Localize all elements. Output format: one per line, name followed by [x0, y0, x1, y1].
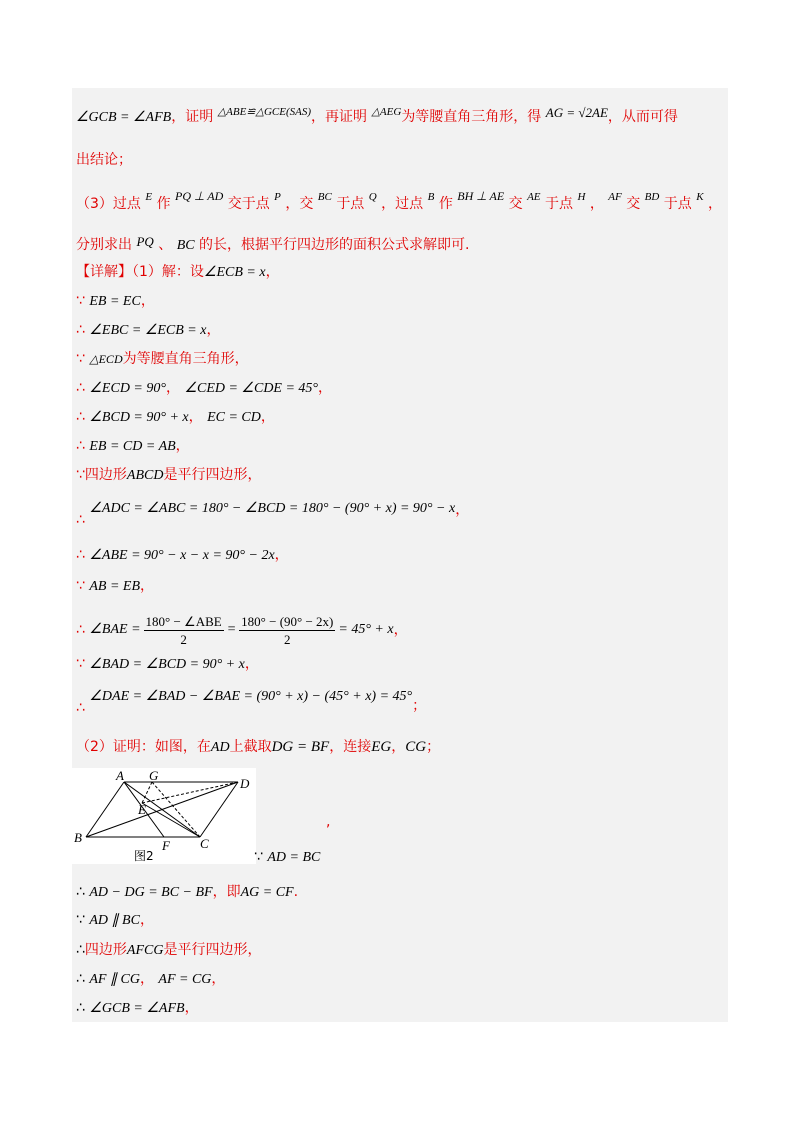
detail-line-9: ∴ ∠ADC = ∠ABC = 180° − ∠BCD = 180° − (90° + x) = 90° − x，	[76, 501, 470, 528]
proof-line-5: ∴四边形AFCG是平行四边形，	[76, 942, 262, 958]
proof-line-3: ∴ AD − DG = BC − BF，即AG = CF.	[76, 884, 299, 900]
label-G: G	[149, 768, 159, 783]
label-A: A	[116, 768, 124, 783]
proof-line-1: （2）证明：如图，在AD上截取DG = BF，连接EG，CG；	[76, 739, 441, 755]
detail-line-7: ∴ EB = CD = AB，	[76, 438, 190, 454]
segment-CD	[200, 782, 238, 837]
proof-line-6: ∴ AF ∥ CG， AF = CG，	[76, 971, 226, 987]
detail-line-13: ∵ ∠BAD = ∠BCD = 90° + x，	[76, 656, 259, 672]
parallelogram-diagram	[72, 768, 256, 864]
proof-line-7: ∴ ∠GCB = ∠AFB，	[76, 1000, 199, 1016]
label-E: E	[138, 802, 146, 817]
segment-AB	[86, 782, 124, 837]
detail-line-8: ∵四边形ABCD是平行四边形，	[76, 467, 262, 483]
analysis-line-3: （3）过点 $^E$ 作 PQ ⊥ AD 交于点 $^P$ ，交 $^{BC}$ 于点 $^Q$ ，过点 $^B$ 作 BH ⊥ AE 交 $^{AE}$ 于点 $^H$ ， $^{AF}$ 交 $^{BD}$ 于点 $^K$ ，	[76, 189, 723, 212]
segment-EC	[142, 803, 200, 837]
segment-GE-dashed	[142, 782, 152, 803]
segment-GC-dashed	[152, 782, 200, 837]
detail-line-6: ∴ ∠BCD = 90° + x， EC = CD，	[76, 409, 275, 425]
label-C: C	[200, 836, 209, 851]
proof-line-2: ∵ AD = BC	[254, 849, 321, 865]
figure-caption: 图2	[134, 849, 154, 863]
stray-comma: ,	[326, 814, 331, 830]
analysis-line-2: 出结论；	[76, 152, 132, 168]
fraction-1: 180° − ∠ABE 2	[145, 613, 222, 647]
detail-line-5: ∴ ∠ECD = 90°， ∠CED = ∠CDE = 45°，	[76, 380, 333, 396]
proof-line-4: ∵ AD ∥ BC，	[76, 912, 154, 928]
detail-line-10: ∴ ∠ABE = 90° − x − x = 90° − 2x，	[76, 547, 289, 563]
detail-line-3: ∴ ∠EBC = ∠ECB = x，	[76, 322, 221, 338]
analysis-line-1: ∠GCB = ∠AFB，证明 $^{\triangle ABE≌\triangle GCE(SAS)}$，再证明 $^{\triangle AEG}$为等腰直角三角形，得 AG = √2AE，从而可得	[76, 105, 678, 125]
label-D: D	[240, 776, 250, 791]
label-F: F	[162, 838, 170, 853]
detail-line-4: ∵ △ECD为等腰直角三角形，	[76, 351, 249, 367]
detail-line-11: ∵ AB = EB，	[76, 578, 155, 594]
fraction-2: $\frac{180^\circ - (90^\circ - 2x)}{2}$	[241, 613, 334, 647]
analysis-line-4: 分别求出 PQ 、 BC 的长，根据平行四边形的面积公式求解即可.	[76, 234, 470, 253]
detail-line-1: 【详解】（1）解：设∠ECB = x，	[76, 264, 280, 280]
geometry-figure	[72, 768, 256, 864]
label-B: B	[74, 830, 82, 845]
segment-AC	[124, 782, 200, 837]
detail-line-14: ∴ ∠DAE = ∠BAD − ∠BAE = (90° + x) − (45° + x) = 45°；	[76, 689, 427, 716]
detail-line-2: ∵ EB = EC，	[76, 293, 155, 309]
detail-line-12: ∴ ∠BAE = 180° − ∠ABE 2 = $\frac{180^\circ - (90^\circ - 2x)}{2}$ = 45° + x ，	[76, 613, 408, 647]
